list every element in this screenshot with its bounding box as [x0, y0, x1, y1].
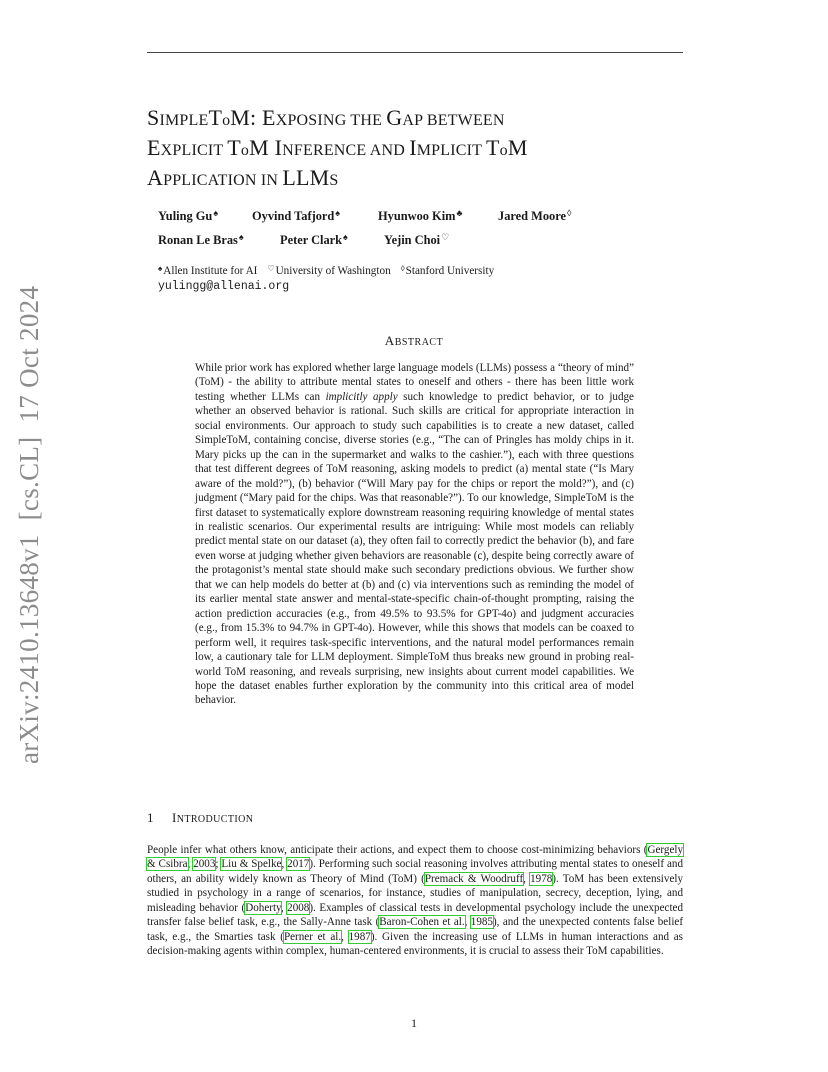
author — [252, 208, 340, 224]
body-text: , — [341, 930, 349, 943]
title-text: o — [499, 142, 508, 159]
title-text: o — [240, 142, 250, 159]
abstract-text: While prior work has explored whether large language models (LLMs) possess a “theory of mind” (ToM) - the ability to attribute mental states to oneself and others - there has been little work testing whether LLMs can — [195, 362, 634, 403]
body-text: ). Given the increasing use of LLMs in human interactions and as decision-making agents within complex, human-centered environments, it is crucial to assess their ToM capabilities. — [147, 930, 683, 958]
body-text: ; — [215, 858, 222, 871]
author — [498, 208, 571, 224]
title-text: AP BETWEEN — [402, 112, 505, 129]
author-name: Yejin Choi — [384, 233, 441, 247]
introduction-body — [147, 843, 683, 959]
heading-text: I — [172, 810, 177, 825]
body-text: , — [187, 858, 194, 871]
affiliation-mark: ♡ — [441, 232, 450, 242]
title-text: M — [249, 135, 269, 160]
title-line-3 — [147, 164, 687, 194]
title-text: MPLICIT — [416, 142, 487, 159]
author-email: yulingg@allenai.org — [158, 280, 290, 293]
affiliation-mark: ♠ — [343, 232, 348, 242]
affiliation-mark: ♠ — [158, 264, 163, 273]
citation-link[interactable]: Perner et al. — [283, 930, 342, 943]
author — [384, 232, 449, 248]
abstract-heading — [0, 333, 828, 349]
author-name: Yuling Gu — [158, 209, 213, 223]
title-text: G — [386, 105, 403, 130]
paper-title — [147, 104, 687, 194]
title-text: S — [329, 172, 339, 189]
abstract-text: such knowledge to predict behavior, or to judge whether an observed behavior is rational. Such skills are critical for appropriate interaction in social environments. Our approach to study such capabilities is to create a new dataset, called SimpleToM, containing concise, diverse stories (e.g., “The can of Pringles has moldy chips in it. Mary picks up the can in the supermarket and walks to the cashier.”), each with three questions that test different degrees of ToM reasoning, asking models to predict (a) mental state (“Is Mary aware of the mold?”), (b) behavior (“Will Mary pay for the chips or report the mold?”), and (c) judgment (“Mary paid for the chips. Was that reasonable?”). To our knowledge, SimpleToM is the first dataset to systematically explore downstream reasoning requiring knowledge of mental states in realistic scenarios. Our experimental results are intriguing: While most models can reliably predict mental state on our dataset (a), they often fail to correctly predict the behavior (b), and fare even worse at judging whether given behaviors are reasonable (c), despite being correctly aware of the protagonist’s mental state should make such secondary predictions obvious. We further show that we can help models do better at (b) and (c) via interventions such as reminding the model of its earlier mental state answer and mental-state-specific chain-of-thought prompting, raising the action prediction accuracies (e.g., from 49.5% to 93.5% for GPT-4o) and judgment accuracies (e.g., from 15.3% to 94.7% in GPT-4o). However, while this shows that models can be coaxed to perform well, it requires task-specific interventions, and the natural model performances remain low, a cautionary tale for LLM deployment. SimpleToM thus breaks new ground in probing real-world ToM reasoning, and reveals surprising, new insights about current model capabilities. We hope the dataset enables further exploration by the community into this critical area of model behavior. — [195, 390, 634, 707]
author-name: Hyunwoo Kim — [378, 209, 456, 223]
affiliation-mark: ◊ — [567, 208, 572, 218]
citation-link[interactable]: Premack & Woodruff — [424, 872, 524, 885]
title-text: PPLICATION IN — [163, 172, 283, 189]
title-text: o — [222, 112, 231, 129]
title-text: I — [268, 135, 283, 160]
section-heading-introduction — [147, 810, 253, 826]
affiliation-mark: ♠ — [238, 232, 244, 242]
affiliation-name: University of Washington — [275, 265, 391, 277]
affiliation-mark: ♣ — [456, 208, 463, 218]
title-text: NFERENCE AND — [282, 142, 410, 159]
body-text: ). Examples of classical tests in developmental psychology include the unexpected transfer false belief task, e.g., the Sally-Anne task ( — [147, 901, 684, 929]
heading-text: NTRODUCTION — [176, 814, 254, 825]
affiliation-mark: ◊ — [400, 264, 405, 273]
citation-link[interactable]: 1985 — [470, 916, 493, 929]
citation-link[interactable]: Doherty — [245, 901, 281, 914]
citation-link[interactable]: 2003 — [193, 858, 216, 871]
abstract-emphasis: implicitly apply — [325, 390, 398, 403]
arxiv-id: arXiv:2410.13648v1 — [14, 534, 44, 764]
section-number: 1 — [147, 810, 154, 825]
title-text: XPLICIT — [160, 142, 228, 159]
author — [158, 232, 244, 248]
affiliation-mark: ♡ — [267, 264, 275, 273]
affiliation-mark: ♠ — [335, 208, 341, 218]
title-text: E — [147, 135, 161, 160]
author-name: Ronan Le Bras — [158, 233, 238, 247]
citation-link[interactable]: 2017 — [287, 858, 310, 871]
arxiv-date: 17 Oct 2024 — [14, 285, 44, 423]
title-text: S — [147, 105, 160, 130]
heading-text: A — [384, 333, 395, 348]
title-text: : E — [250, 105, 276, 130]
title-text: I — [409, 135, 417, 160]
affiliations — [158, 264, 494, 277]
title-text: T — [227, 135, 241, 160]
page-number: 1 — [411, 1016, 417, 1030]
author — [158, 208, 218, 224]
arxiv-stamp — [14, 286, 45, 764]
body-text: , — [280, 901, 288, 914]
body-text: People infer what others know, anticipate their actions, and expect them to choose cost-minimizing behaviors ( — [147, 844, 648, 856]
title-text: LLM — [282, 165, 330, 190]
body-text: ). ToM has been extensively studied in psychology in a range of scenarios, for instance, studies of manipulation, secrecy, deception, lying, and misleading behavior ( — [147, 872, 683, 914]
body-text: ), and the unexpected contents false belief task, e.g., the Smarties task ( — [147, 916, 684, 943]
author-name: Jared Moore — [498, 209, 567, 223]
title-text: A — [147, 165, 164, 190]
title-line-2 — [147, 134, 687, 164]
heading-text: BSTRACT — [394, 337, 444, 348]
author-name: Oyvind Tafjord — [252, 209, 335, 223]
citation-link[interactable]: 1978 — [530, 872, 553, 885]
citation-link[interactable]: Gergely & Csibra — [147, 844, 683, 871]
affiliation-name: Allen Institute for AI — [163, 265, 258, 277]
affiliation-mark: ♠ — [213, 208, 219, 218]
affiliation-name: Stanford University — [405, 265, 495, 277]
citation-link[interactable]: 1987 — [348, 930, 371, 943]
body-text: , — [281, 858, 288, 871]
title-line-1 — [147, 104, 687, 134]
body-text: , — [523, 872, 531, 885]
title-text: M — [230, 105, 251, 130]
body-text: ). Performing such social reasoning involves attributing mental states to oneself and others, an ability widely known as Theory of Mind (ToM) ( — [147, 858, 684, 885]
title-text: M — [507, 135, 528, 160]
author — [378, 208, 462, 224]
title-text: IMPLE — [159, 112, 209, 129]
citation-link[interactable]: 2008 — [287, 901, 310, 914]
author — [280, 232, 348, 248]
body-text: , — [464, 916, 471, 929]
abstract-body — [195, 361, 634, 708]
title-text: T — [208, 105, 223, 130]
title-text: XPOSING THE — [275, 112, 387, 129]
citation-link[interactable]: Baron-Cohen et al. — [379, 916, 465, 929]
top-rule — [147, 52, 683, 53]
arxiv-category: [cs.CL] — [14, 436, 44, 521]
title-text: T — [486, 135, 500, 160]
author-name: Peter Clark — [280, 233, 343, 247]
citation-link[interactable]: Liu & Spelke — [221, 858, 282, 871]
